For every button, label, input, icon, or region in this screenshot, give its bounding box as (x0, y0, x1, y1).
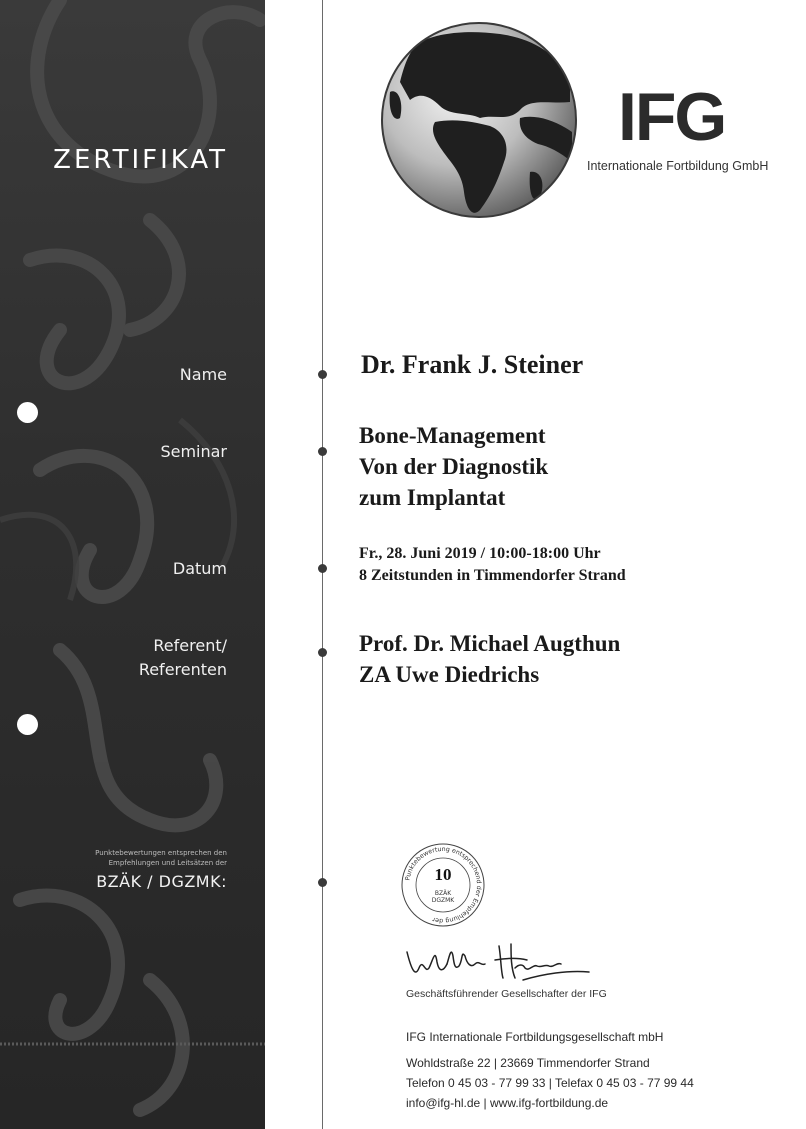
label-seminar: Seminar (160, 442, 227, 461)
seminar-title (359, 420, 548, 513)
label-referent-line2: Referenten (138, 660, 227, 679)
points-note-line1: Punktebewertungen entsprechen den (95, 849, 227, 857)
seminar-line3: zum Implantat (359, 485, 506, 510)
punch-hole-bottom (17, 714, 38, 735)
seminar-line2: Von der Diagnostik (359, 454, 549, 479)
certificate-title: ZERTIFIKAT (53, 145, 228, 175)
seal-org-line1: BZÄK (434, 890, 452, 897)
referents (359, 628, 620, 690)
points-note (95, 848, 227, 868)
seminar-line1: Bone-Management (359, 423, 546, 448)
signature-image (403, 938, 593, 986)
footer-address: Wohldstraße 22 | 23669 Timmendorfer Strand (406, 1056, 650, 1070)
seal-org-line2: DGZMK (431, 897, 455, 904)
punch-hole-top (17, 402, 38, 423)
points-seal (398, 840, 488, 930)
footer-web: info@ifg-hl.de | www.ifg-fortbildung.de (406, 1096, 609, 1110)
label-name: Name (179, 365, 227, 384)
seal-points: 10 (434, 865, 452, 884)
participant-name: Dr. Frank J. Steiner (361, 350, 584, 379)
bullet-name (318, 370, 327, 379)
referent-line1: Prof. Dr. Michael Augthun (359, 631, 621, 656)
sidebar-panel (0, 0, 265, 1129)
signature-caption: Geschäftsführender Gesellschafter der IFG (406, 988, 607, 1000)
label-datum: Datum (172, 559, 227, 578)
bullet-bzak (318, 878, 327, 887)
date-line2: 8 Zeitstunden in Timmendorfer Strand (359, 567, 626, 584)
seminar-date (359, 543, 626, 587)
referent-line2: ZA Uwe Diedrichs (359, 662, 540, 687)
footer-phone: Telefon 0 45 03 - 77 99 33 | Telefax 0 45 03 - 77 99 44 (406, 1076, 694, 1090)
bullet-referent (318, 648, 327, 657)
label-referent (139, 634, 227, 682)
label-referent-line1: Referent/ (153, 636, 227, 655)
bzak-label: BZÄK / DGZMK: (96, 872, 227, 891)
points-note-line2: Empfehlungen und Leitsätzen der (108, 859, 227, 867)
globe-icon (380, 22, 580, 222)
bullet-seminar (318, 447, 327, 456)
ifg-logo: IFG (618, 79, 726, 155)
bullet-datum (318, 564, 327, 573)
date-line1: Fr., 28. Juni 2019 / 10:00-18:00 Uhr (359, 545, 601, 562)
seal-ring-text: Punktebewertung entsprechend der Empfehlung der (404, 845, 483, 925)
footer-company: IFG Internationale Fortbildungsgesellschaft mbH (406, 1030, 664, 1044)
ifg-logo-subtitle: Internationale Fortbildung GmbH (587, 159, 769, 173)
